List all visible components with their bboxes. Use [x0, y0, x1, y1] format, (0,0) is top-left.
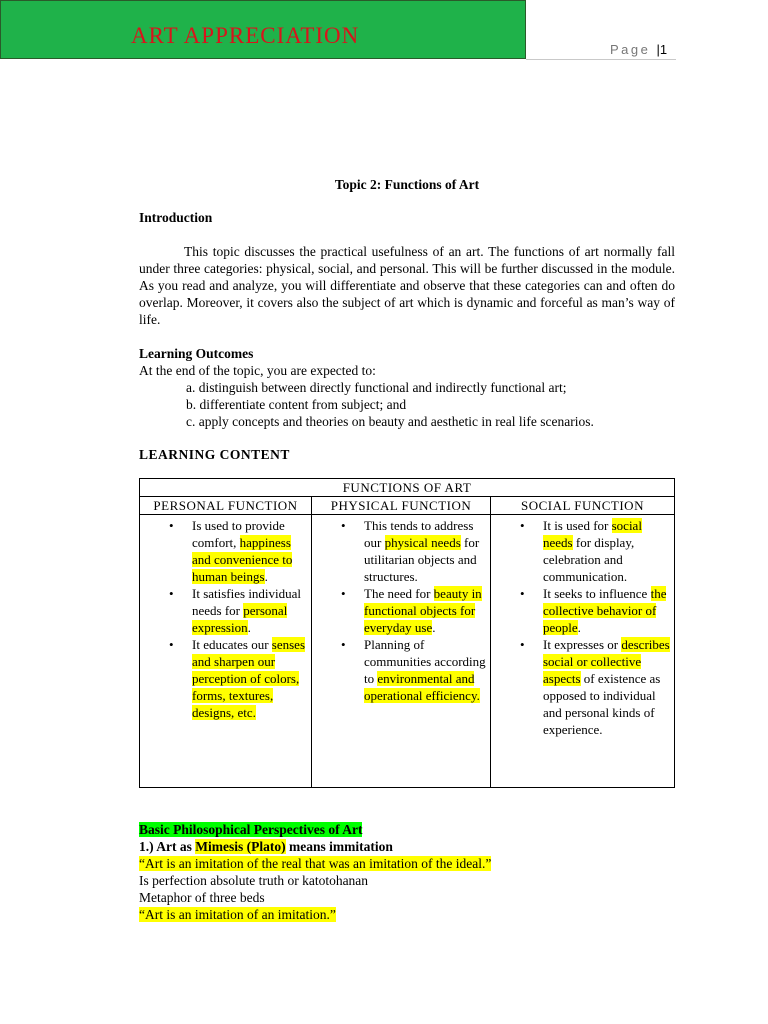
metaphor-line: Metaphor of three beds: [139, 890, 265, 905]
perfection-line: Is perfection absolute truth or katotohanan: [139, 873, 369, 888]
physical-list: [312, 517, 490, 704]
perspectives-heading: Basic Philosophical Perspectives of Art: [139, 822, 363, 837]
page-number-value: 1: [659, 42, 668, 57]
quote-imitation: “Art is an imitation of an imitation.”: [139, 907, 336, 922]
physical-cell: [312, 515, 491, 788]
list-item: • It expresses or describes social or collective aspects of existence as opposed to individual and personal kinds of experience.: [491, 636, 674, 738]
page-label: Page: [610, 42, 651, 57]
page-separator: |: [656, 42, 660, 57]
list-item: • This tends to address our physical needs for utilitarian objects and structures.: [312, 517, 490, 585]
list-item: • It educates our senses and sharpen our perception of colors, forms, textures, designs, etc.: [140, 636, 311, 721]
personal-list: [140, 517, 311, 721]
learning-content-heading: LEARNING CONTENT: [139, 447, 290, 462]
introduction-text: This topic discusses the practical usefulness of an art. The functions of art normally fall under three categories: physical, social, and personal. This will be further discussed in the module. As you read and analyze, you will differentiate and observe that these categories can and often do overlap. Moreover, it covers also the subject of art which is dynamic and forceful as man’s way of life.: [139, 244, 675, 327]
list-item: c. apply concepts and theories on beauty and aesthetic in real life scenarios.: [186, 414, 594, 429]
column-header-social: SOCIAL FUNCTION: [491, 497, 675, 515]
list-item: • The need for beauty in functional objects for everyday use.: [312, 585, 490, 636]
page-number: [610, 42, 667, 57]
table-title: FUNCTIONS OF ART: [140, 479, 675, 497]
list-item: • It is used for social needs for display, celebration and communication.: [491, 517, 674, 585]
list-item: a. distinguish between directly functional and indirectly functional art;: [186, 380, 567, 395]
list-item: • It seeks to influence the collective behavior of people.: [491, 585, 674, 636]
list-item: • It satisfies individual needs for personal expression.: [140, 585, 311, 636]
header-banner: [0, 0, 526, 59]
perspectives-section: [139, 821, 675, 923]
social-list: [491, 517, 674, 738]
list-item: b. differentiate content from subject; and: [186, 397, 407, 412]
document-title: ART APPRECIATION: [131, 23, 360, 48]
introduction-heading: Introduction: [139, 210, 213, 225]
social-cell: [491, 515, 675, 788]
learning-outcomes-heading: Learning Outcomes: [139, 346, 254, 361]
personal-cell: [140, 515, 312, 788]
list-item: • Is used to provide comfort, happiness and convenience to human beings.: [140, 517, 311, 585]
main-content: [139, 176, 675, 463]
functions-table: [139, 478, 675, 788]
column-header-physical: PHYSICAL FUNCTION: [312, 497, 491, 515]
header-rule: [526, 59, 676, 60]
topic-title: Topic 2: Functions of Art: [334, 177, 480, 192]
mimesis-line: 1.) Art as Mimesis (Plato) means immitation: [139, 839, 393, 854]
learning-outcomes-list: [139, 379, 675, 430]
quote-ideal: “Art is an imitation of the real that was an imitation of the ideal.”: [139, 856, 492, 871]
column-header-personal: PERSONAL FUNCTION: [140, 497, 312, 515]
learning-outcomes-intro: At the end of the topic, you are expected to:: [139, 363, 376, 378]
list-item: • Planning of communities according to environmental and operational efficiency.: [312, 636, 490, 704]
